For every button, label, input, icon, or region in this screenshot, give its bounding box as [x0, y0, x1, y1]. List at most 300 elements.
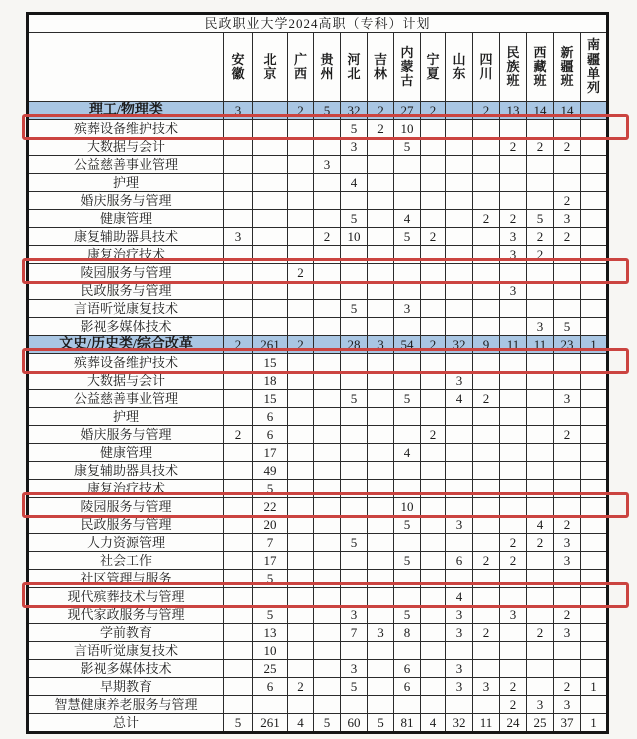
- value-cell: [527, 300, 554, 318]
- value-cell: [368, 192, 394, 210]
- value-cell: 2: [554, 678, 581, 696]
- table-row: [28, 516, 608, 534]
- value-cell: [288, 660, 314, 678]
- value-cell: [341, 246, 368, 264]
- table-row: [28, 192, 608, 210]
- value-cell: 2: [554, 606, 581, 624]
- value-cell: [446, 408, 473, 426]
- value-cell: [581, 606, 608, 624]
- row-label: 现代家政服务与管理: [28, 606, 224, 624]
- value-cell: [473, 444, 500, 462]
- value-cell: [314, 300, 341, 318]
- value-cell: [554, 246, 581, 264]
- value-cell: [253, 246, 288, 264]
- value-cell: [288, 588, 314, 606]
- value-cell: 261: [253, 714, 288, 733]
- value-cell: [500, 480, 527, 498]
- value-cell: 5: [341, 390, 368, 408]
- value-cell: [473, 588, 500, 606]
- value-cell: [368, 282, 394, 300]
- value-cell: [314, 372, 341, 390]
- table-row: [28, 462, 608, 480]
- value-cell: 2: [554, 426, 581, 444]
- row-label: 大数据与会计: [28, 138, 224, 156]
- value-cell: 2: [473, 102, 500, 120]
- value-cell: [288, 282, 314, 300]
- row-label: 公益慈善事业管理: [28, 156, 224, 174]
- value-cell: [368, 354, 394, 372]
- value-cell: 22: [253, 498, 288, 516]
- value-cell: [554, 570, 581, 588]
- value-cell: 7: [253, 534, 288, 552]
- value-cell: 5: [341, 210, 368, 228]
- value-cell: [527, 120, 554, 138]
- value-cell: [527, 408, 554, 426]
- value-cell: [253, 138, 288, 156]
- value-cell: [421, 120, 446, 138]
- value-cell: [473, 354, 500, 372]
- column-header: [368, 33, 394, 102]
- section-row: [28, 102, 608, 120]
- value-cell: 27: [394, 102, 421, 120]
- value-cell: 3: [527, 696, 554, 714]
- value-cell: [527, 156, 554, 174]
- column-header-label: 吉 林: [373, 51, 387, 81]
- value-cell: [473, 408, 500, 426]
- section-row: [28, 336, 608, 354]
- value-cell: [314, 570, 341, 588]
- table-row: [28, 588, 608, 606]
- value-cell: [253, 696, 288, 714]
- value-cell: 2: [500, 210, 527, 228]
- value-cell: [341, 444, 368, 462]
- row-label: 殡葬设备维护技术: [28, 354, 224, 372]
- value-cell: [341, 192, 368, 210]
- value-cell: [314, 192, 341, 210]
- value-cell: 5: [368, 714, 394, 733]
- value-cell: [421, 462, 446, 480]
- value-cell: [581, 498, 608, 516]
- value-cell: [527, 498, 554, 516]
- value-cell: [446, 426, 473, 444]
- value-cell: 2: [554, 516, 581, 534]
- value-cell: [341, 354, 368, 372]
- value-cell: [581, 534, 608, 552]
- value-cell: [446, 462, 473, 480]
- value-cell: [224, 300, 253, 318]
- value-cell: 81: [394, 714, 421, 733]
- table-row: [28, 264, 608, 282]
- value-cell: [500, 588, 527, 606]
- value-cell: 5: [394, 606, 421, 624]
- value-cell: 3: [554, 390, 581, 408]
- value-cell: [288, 606, 314, 624]
- value-cell: 5: [253, 480, 288, 498]
- value-cell: [554, 588, 581, 606]
- value-cell: [368, 462, 394, 480]
- value-cell: 5: [341, 678, 368, 696]
- value-cell: [554, 660, 581, 678]
- value-cell: [581, 408, 608, 426]
- column-header-label: 贵 州: [320, 51, 334, 81]
- value-cell: [581, 138, 608, 156]
- value-cell: 3: [394, 300, 421, 318]
- value-cell: [473, 318, 500, 336]
- value-cell: [368, 390, 394, 408]
- value-cell: [554, 408, 581, 426]
- value-cell: [500, 318, 527, 336]
- value-cell: [421, 372, 446, 390]
- row-label: 影视多媒体技术: [28, 318, 224, 336]
- value-cell: [314, 390, 341, 408]
- value-cell: 2: [554, 228, 581, 246]
- value-cell: 4: [394, 444, 421, 462]
- value-cell: [473, 534, 500, 552]
- value-cell: 2: [500, 534, 527, 552]
- value-cell: [394, 696, 421, 714]
- row-label: 康复治疗技术: [28, 246, 224, 264]
- value-cell: [500, 462, 527, 480]
- value-cell: [581, 642, 608, 660]
- row-label: 公益慈善事业管理: [28, 390, 224, 408]
- value-cell: 3: [554, 624, 581, 642]
- value-cell: [421, 624, 446, 642]
- value-cell: [527, 552, 554, 570]
- value-cell: [368, 210, 394, 228]
- value-cell: 2: [368, 120, 394, 138]
- value-cell: [224, 354, 253, 372]
- value-cell: [368, 174, 394, 192]
- value-cell: [368, 606, 394, 624]
- value-cell: [314, 264, 341, 282]
- value-cell: 5: [394, 552, 421, 570]
- value-cell: [446, 192, 473, 210]
- value-cell: [581, 660, 608, 678]
- value-cell: 2: [288, 264, 314, 282]
- value-cell: [446, 696, 473, 714]
- value-cell: [341, 318, 368, 336]
- value-cell: [394, 588, 421, 606]
- value-cell: [314, 642, 341, 660]
- value-cell: 3: [500, 246, 527, 264]
- value-cell: [581, 372, 608, 390]
- value-cell: [368, 228, 394, 246]
- value-cell: [554, 282, 581, 300]
- row-label: 婚庆服务与管理: [28, 426, 224, 444]
- value-cell: [421, 444, 446, 462]
- value-cell: [473, 192, 500, 210]
- value-cell: [314, 210, 341, 228]
- table-row: [28, 696, 608, 714]
- column-header: [500, 33, 527, 102]
- value-cell: [473, 156, 500, 174]
- value-cell: [581, 210, 608, 228]
- table-row: [28, 534, 608, 552]
- table-title: 民政职业大学2024高职（专科）计划: [28, 14, 608, 33]
- value-cell: 4: [421, 714, 446, 733]
- value-cell: 5: [394, 390, 421, 408]
- column-header-label: 四 川: [479, 51, 493, 81]
- value-cell: [394, 480, 421, 498]
- value-cell: 3: [554, 534, 581, 552]
- column-header: [288, 33, 314, 102]
- value-cell: [394, 642, 421, 660]
- value-cell: [224, 138, 253, 156]
- row-label: 影视多媒体技术: [28, 660, 224, 678]
- value-cell: [500, 624, 527, 642]
- value-cell: 4: [446, 390, 473, 408]
- value-cell: 3: [446, 678, 473, 696]
- value-cell: 4: [288, 714, 314, 733]
- value-cell: [314, 678, 341, 696]
- column-header-label: 民 族 班: [506, 44, 520, 89]
- value-cell: [314, 336, 341, 354]
- value-cell: [253, 120, 288, 138]
- value-cell: [253, 264, 288, 282]
- value-cell: 7: [341, 624, 368, 642]
- value-cell: [314, 354, 341, 372]
- value-cell: [446, 138, 473, 156]
- table-row: [28, 318, 608, 336]
- value-cell: [500, 498, 527, 516]
- value-cell: 2: [288, 102, 314, 120]
- value-cell: [368, 300, 394, 318]
- table-row: [28, 678, 608, 696]
- value-cell: [341, 480, 368, 498]
- value-cell: 3: [473, 678, 500, 696]
- value-cell: [473, 138, 500, 156]
- value-cell: 5: [224, 714, 253, 733]
- value-cell: [288, 462, 314, 480]
- value-cell: [368, 264, 394, 282]
- row-label: 民政服务与管理: [28, 282, 224, 300]
- table-row: [28, 372, 608, 390]
- value-cell: [314, 480, 341, 498]
- value-cell: [554, 300, 581, 318]
- value-cell: [394, 264, 421, 282]
- value-cell: 3: [341, 606, 368, 624]
- value-cell: [394, 282, 421, 300]
- value-cell: 5: [341, 300, 368, 318]
- value-cell: [224, 192, 253, 210]
- value-cell: [473, 300, 500, 318]
- value-cell: [288, 120, 314, 138]
- value-cell: [288, 390, 314, 408]
- value-cell: [253, 588, 288, 606]
- value-cell: [368, 480, 394, 498]
- value-cell: [581, 246, 608, 264]
- value-cell: 6: [253, 678, 288, 696]
- value-cell: [581, 552, 608, 570]
- value-cell: [500, 642, 527, 660]
- value-cell: [527, 390, 554, 408]
- value-cell: 1: [581, 714, 608, 733]
- value-cell: 4: [446, 588, 473, 606]
- value-cell: [368, 678, 394, 696]
- value-cell: [527, 606, 554, 624]
- value-cell: [446, 480, 473, 498]
- value-cell: [581, 264, 608, 282]
- value-cell: [527, 174, 554, 192]
- value-cell: [341, 426, 368, 444]
- value-cell: 11: [527, 336, 554, 354]
- value-cell: [554, 498, 581, 516]
- value-cell: [341, 588, 368, 606]
- value-cell: 2: [473, 390, 500, 408]
- table-row: [28, 300, 608, 318]
- value-cell: [581, 444, 608, 462]
- value-cell: 5: [394, 138, 421, 156]
- value-cell: [527, 570, 554, 588]
- value-cell: [446, 282, 473, 300]
- value-cell: 8: [394, 624, 421, 642]
- value-cell: [224, 282, 253, 300]
- value-cell: [581, 588, 608, 606]
- value-cell: 1: [581, 336, 608, 354]
- value-cell: [421, 300, 446, 318]
- table-row: [28, 606, 608, 624]
- value-cell: 4: [394, 210, 421, 228]
- column-header: [394, 33, 421, 102]
- table-row: [28, 282, 608, 300]
- value-cell: 3: [500, 228, 527, 246]
- row-label: 学前教育: [28, 624, 224, 642]
- value-cell: 23: [554, 336, 581, 354]
- table-row: [28, 174, 608, 192]
- row-label: 现代殡葬技术与管理: [28, 588, 224, 606]
- value-cell: 11: [473, 714, 500, 733]
- value-cell: [253, 300, 288, 318]
- value-cell: 28: [341, 336, 368, 354]
- value-cell: [253, 156, 288, 174]
- column-header-label: 河 北: [347, 51, 361, 81]
- value-cell: [368, 534, 394, 552]
- value-cell: 2: [421, 426, 446, 444]
- value-cell: [288, 516, 314, 534]
- value-cell: [421, 390, 446, 408]
- table-row: [28, 228, 608, 246]
- value-cell: 2: [421, 336, 446, 354]
- value-cell: [500, 192, 527, 210]
- table-row: [28, 210, 608, 228]
- value-cell: [314, 606, 341, 624]
- value-cell: 49: [253, 462, 288, 480]
- value-cell: [314, 516, 341, 534]
- column-header: [446, 33, 473, 102]
- value-cell: [288, 192, 314, 210]
- value-cell: 32: [446, 714, 473, 733]
- value-cell: [314, 246, 341, 264]
- value-cell: [581, 174, 608, 192]
- value-cell: [446, 228, 473, 246]
- value-cell: 11: [500, 336, 527, 354]
- value-cell: 2: [554, 192, 581, 210]
- value-cell: [446, 354, 473, 372]
- column-header-row: [28, 33, 608, 102]
- value-cell: 2: [473, 624, 500, 642]
- value-cell: 14: [527, 102, 554, 120]
- value-cell: 3: [446, 624, 473, 642]
- value-cell: 60: [341, 714, 368, 733]
- value-cell: [224, 480, 253, 498]
- value-cell: 4: [341, 174, 368, 192]
- value-cell: [421, 660, 446, 678]
- value-cell: [500, 390, 527, 408]
- value-cell: 2: [500, 696, 527, 714]
- value-cell: [314, 120, 341, 138]
- value-cell: [581, 156, 608, 174]
- value-cell: [368, 156, 394, 174]
- row-label: 人力资源管理: [28, 534, 224, 552]
- value-cell: [394, 192, 421, 210]
- value-cell: [224, 174, 253, 192]
- value-cell: [581, 102, 608, 120]
- value-cell: 4: [527, 516, 554, 534]
- value-cell: 54: [394, 336, 421, 354]
- value-cell: [368, 642, 394, 660]
- value-cell: 3: [368, 336, 394, 354]
- table-row: [28, 390, 608, 408]
- value-cell: [473, 462, 500, 480]
- value-cell: [394, 372, 421, 390]
- value-cell: [446, 120, 473, 138]
- value-cell: [473, 516, 500, 534]
- row-label: 言语听觉康复技术: [28, 642, 224, 660]
- value-cell: [224, 660, 253, 678]
- value-cell: [554, 354, 581, 372]
- value-cell: [473, 174, 500, 192]
- value-cell: [554, 156, 581, 174]
- value-cell: [224, 372, 253, 390]
- value-cell: 3: [554, 552, 581, 570]
- value-cell: [554, 444, 581, 462]
- column-header: [554, 33, 581, 102]
- value-cell: [253, 192, 288, 210]
- value-cell: 5: [394, 228, 421, 246]
- value-cell: [224, 246, 253, 264]
- value-cell: [224, 318, 253, 336]
- value-cell: [527, 282, 554, 300]
- value-cell: 2: [421, 228, 446, 246]
- value-cell: [314, 318, 341, 336]
- value-cell: [288, 570, 314, 588]
- row-label: 民政服务与管理: [28, 516, 224, 534]
- table-row: [28, 408, 608, 426]
- value-cell: [421, 606, 446, 624]
- value-cell: [554, 120, 581, 138]
- value-cell: [446, 246, 473, 264]
- value-cell: [581, 624, 608, 642]
- value-cell: [446, 534, 473, 552]
- value-cell: [394, 354, 421, 372]
- value-cell: [314, 426, 341, 444]
- value-cell: [224, 624, 253, 642]
- value-cell: [446, 300, 473, 318]
- table-row: [28, 498, 608, 516]
- value-cell: [421, 696, 446, 714]
- table-row: [28, 444, 608, 462]
- value-cell: [446, 210, 473, 228]
- value-cell: 3: [446, 516, 473, 534]
- value-cell: 2: [288, 336, 314, 354]
- value-cell: 2: [527, 246, 554, 264]
- value-cell: 3: [314, 156, 341, 174]
- value-cell: [473, 660, 500, 678]
- value-cell: [368, 318, 394, 336]
- value-cell: [288, 138, 314, 156]
- value-cell: [288, 210, 314, 228]
- value-cell: [368, 588, 394, 606]
